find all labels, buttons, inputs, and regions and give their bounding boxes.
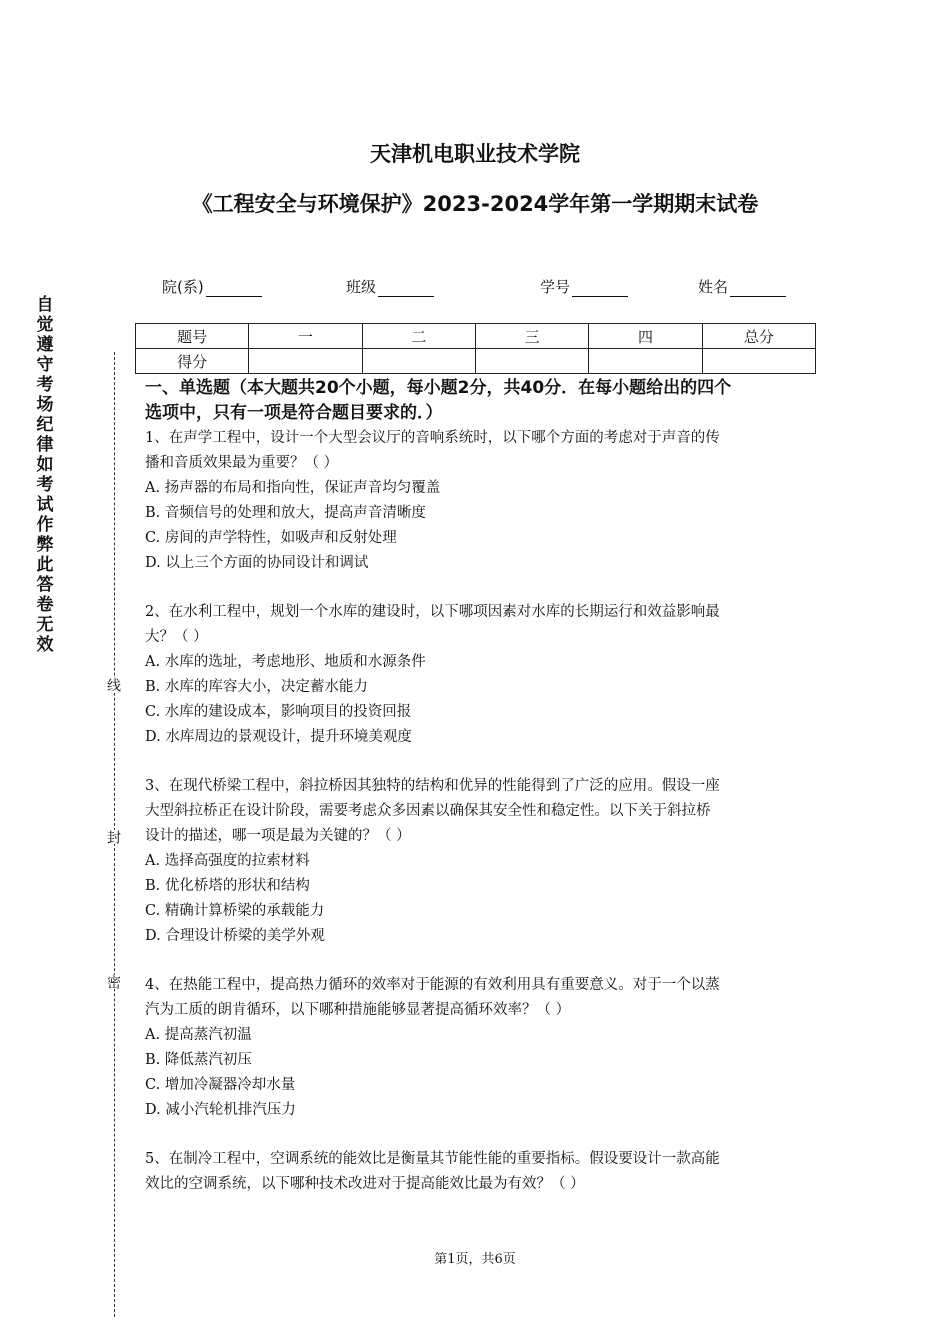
question-stem: 3、在现代桥梁工程中，斜拉桥因其独特的结构和优异的性能得到了广泛的应用。假设一座	[145, 778, 720, 794]
student-id-label: 学号	[540, 278, 571, 296]
side-notice: 自觉遵守考场纪律如考试作弊此答卷无效	[36, 295, 54, 655]
exam-title: 《工程安全与环境保护》2023-2024学年第一学期期末试卷	[191, 192, 759, 216]
option-b[interactable]: B. 音频信号的处理和放大，提高声音清晰度	[145, 505, 426, 521]
score-table	[135, 323, 816, 374]
name-blank[interactable]	[730, 280, 786, 297]
section-heading-line: 选项中，只有一项是符合题目要求的．）	[145, 403, 443, 423]
option-c[interactable]: C. 房间的声学特性，如吸声和反射处理	[145, 530, 397, 546]
section-heading-line: 一、单选题（本大题共20个小题，每小题2分，共40分．在每小题给出的四个	[145, 378, 732, 398]
option-a[interactable]: A. 选择高强度的拉索材料	[145, 853, 310, 869]
class-field[interactable]	[346, 276, 434, 297]
option-b[interactable]: B. 降低蒸汽初压	[145, 1052, 252, 1068]
question-stem: 播和音质效果最为重要？（ ）	[145, 455, 339, 471]
score-cell[interactable]	[249, 349, 362, 374]
class-label: 班级	[346, 278, 377, 296]
student-id-field[interactable]	[540, 276, 628, 297]
header-cell: 三	[475, 324, 588, 349]
score-cell[interactable]	[589, 349, 702, 374]
header-cell: 一	[249, 324, 362, 349]
header-cell: 总分	[702, 324, 815, 349]
section-heading	[145, 376, 815, 426]
option-a[interactable]: A. 提高蒸汽初温	[145, 1027, 252, 1043]
score-cell[interactable]	[475, 349, 588, 374]
question-stem: 大型斜拉桥正在设计阶段，需要考虑众多因素以确保其安全性和稳定性。以下关于斜拉桥	[145, 803, 711, 819]
page-footer: 第1页，共6页	[434, 1252, 516, 1267]
question-stem: 大？（ ）	[145, 629, 208, 645]
name-field[interactable]	[698, 276, 786, 297]
question-stem: 1、在声学工程中，设计一个大型会议厅的音响系统时，以下哪个方面的考虑对于声音的传	[145, 430, 720, 446]
question-stem: 2、在水利工程中，规划一个水库的建设时，以下哪项因素对水库的长期运行和效益影响最	[145, 604, 720, 620]
option-d[interactable]: D. 以上三个方面的协同设计和调试	[145, 555, 369, 571]
option-b[interactable]: B. 水库的库容大小，决定蓄水能力	[145, 679, 368, 695]
department-blank[interactable]	[206, 280, 262, 297]
score-cell[interactable]	[362, 349, 475, 374]
option-d[interactable]: D. 合理设计桥梁的美学外观	[145, 928, 325, 944]
option-d[interactable]: D. 水库周边的景观设计，提升环境美观度	[145, 729, 412, 745]
option-c[interactable]: C. 精确计算桥梁的承载能力	[145, 903, 325, 919]
header-cell: 题号	[136, 324, 249, 349]
binding-mark-seal: 封	[105, 830, 121, 844]
option-a[interactable]: A. 水库的选址，考虑地形、地质和水源条件	[145, 654, 426, 670]
binding-mark-line: 线	[105, 678, 121, 692]
school-title: 天津机电职业技术学院	[370, 142, 580, 166]
header-cell: 二	[362, 324, 475, 349]
option-b[interactable]: B. 优化桥塔的形状和结构	[145, 878, 310, 894]
question-stem: 设计的描述，哪一项是最为关键的？（ ）	[145, 828, 411, 844]
option-d[interactable]: D. 减小汽轮机排汽压力	[145, 1102, 296, 1118]
score-cell[interactable]	[702, 349, 815, 374]
score-label-cell: 得分	[136, 349, 249, 374]
score-table-header-row	[136, 324, 816, 349]
question-stem: 效比的空调系统，以下哪种技术改进对于提高能效比最为有效？（ ）	[145, 1176, 585, 1192]
class-blank[interactable]	[378, 280, 434, 297]
question-stem: 5、在制冷工程中，空调系统的能效比是衡量其节能性能的重要指标。假设要设计一款高能	[145, 1151, 720, 1167]
header-cell: 四	[589, 324, 702, 349]
option-c[interactable]: C. 增加冷凝器冷却水量	[145, 1077, 296, 1093]
question-stem: 汽为工质的朗肯循环，以下哪种措施能够显著提高循环效率？（ ）	[145, 1002, 571, 1018]
department-field[interactable]	[162, 276, 262, 297]
name-label: 姓名	[698, 278, 729, 296]
binding-mark-secret: 密	[105, 975, 121, 989]
question-stem: 4、在热能工程中，提高热力循环的效率对于能源的有效利用具有重要意义。对于一个以蒸	[145, 977, 720, 993]
score-table-score-row	[136, 349, 816, 374]
option-a[interactable]: A. 扬声器的布局和指向性，保证声音均匀覆盖	[145, 480, 441, 496]
student-id-blank[interactable]	[572, 280, 628, 297]
option-c[interactable]: C. 水库的建设成本，影响项目的投资回报	[145, 704, 412, 720]
department-label: 院(系)	[162, 278, 204, 296]
